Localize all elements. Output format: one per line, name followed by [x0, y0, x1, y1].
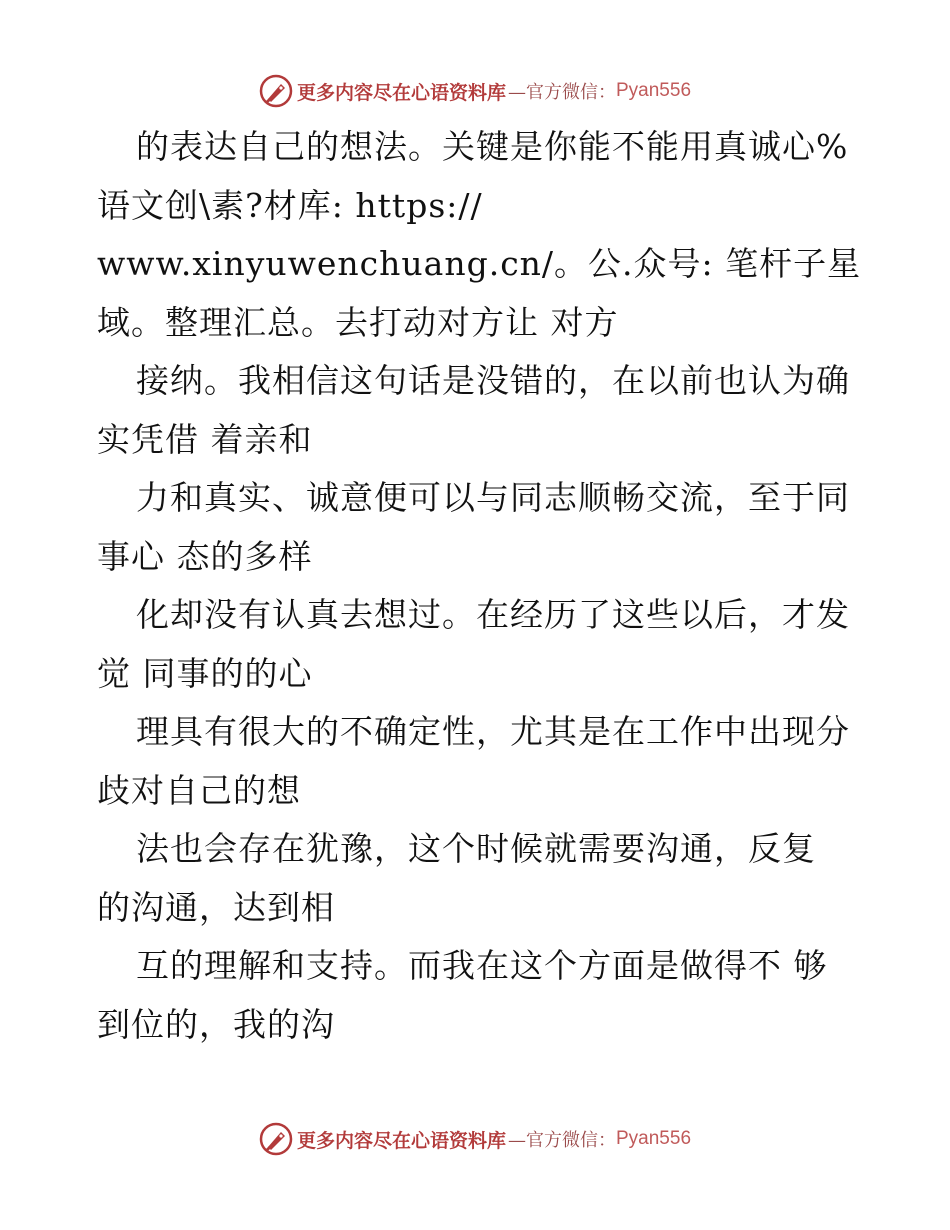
banner-wechat-label: —官方微信：: [508, 1130, 616, 1151]
document-body: [97, 118, 867, 1054]
banner-title: 更多内容尽在心语资料库: [296, 81, 506, 104]
banner-wechat-id: Pyan556: [616, 1128, 692, 1149]
text-line: www.xinyuwenchuang.cn/。公.众号: 笔杆子星: [97, 244, 862, 283]
text-line: 法也会存在犹豫，这个时候就需要沟通，反复: [136, 829, 816, 868]
text-line: 互的理解和支持。而我在这个方面是做得不 够: [136, 946, 828, 985]
banner-title: 更多内容尽在心语资料库: [296, 1129, 506, 1152]
text-line: 理具有很大的不确定性，尤其是在工作中出现分: [136, 712, 850, 751]
banner-wechat-id: Pyan556: [616, 80, 692, 101]
text-line: 觉 同事的的心: [97, 653, 313, 693]
text-line: 到位的，我的沟: [97, 1004, 335, 1044]
footer-banner: [0, 1119, 950, 1159]
text-line: 歧对自己的想: [97, 770, 301, 810]
text-line: 的沟通，达到相: [97, 887, 335, 927]
text-line: 接纳。我相信这句话是没错的，在以前也认为确: [136, 361, 850, 400]
header-banner: [0, 71, 950, 111]
banner-wechat-label: —官方微信：: [508, 82, 616, 103]
text-line: 事心 态的多样: [97, 536, 313, 576]
text-line: 化却没有认真去想过。在经历了这些以后，才发: [136, 595, 850, 634]
text-line: 力和真实、诚意便可以与同志顺畅交流，至于同: [136, 478, 850, 517]
text-line: 实凭借 着亲和: [97, 419, 313, 459]
text-line: 域。整理汇总。去打动对方让 对方: [97, 302, 619, 342]
text-line: 语文创\素?材库: https://: [97, 185, 483, 225]
text-line: 的表达自己的想法。关键是你能不能用真诚心%: [136, 127, 849, 166]
pen-nib-logo-icon: [259, 1122, 293, 1156]
pen-nib-logo-icon: [259, 74, 293, 108]
